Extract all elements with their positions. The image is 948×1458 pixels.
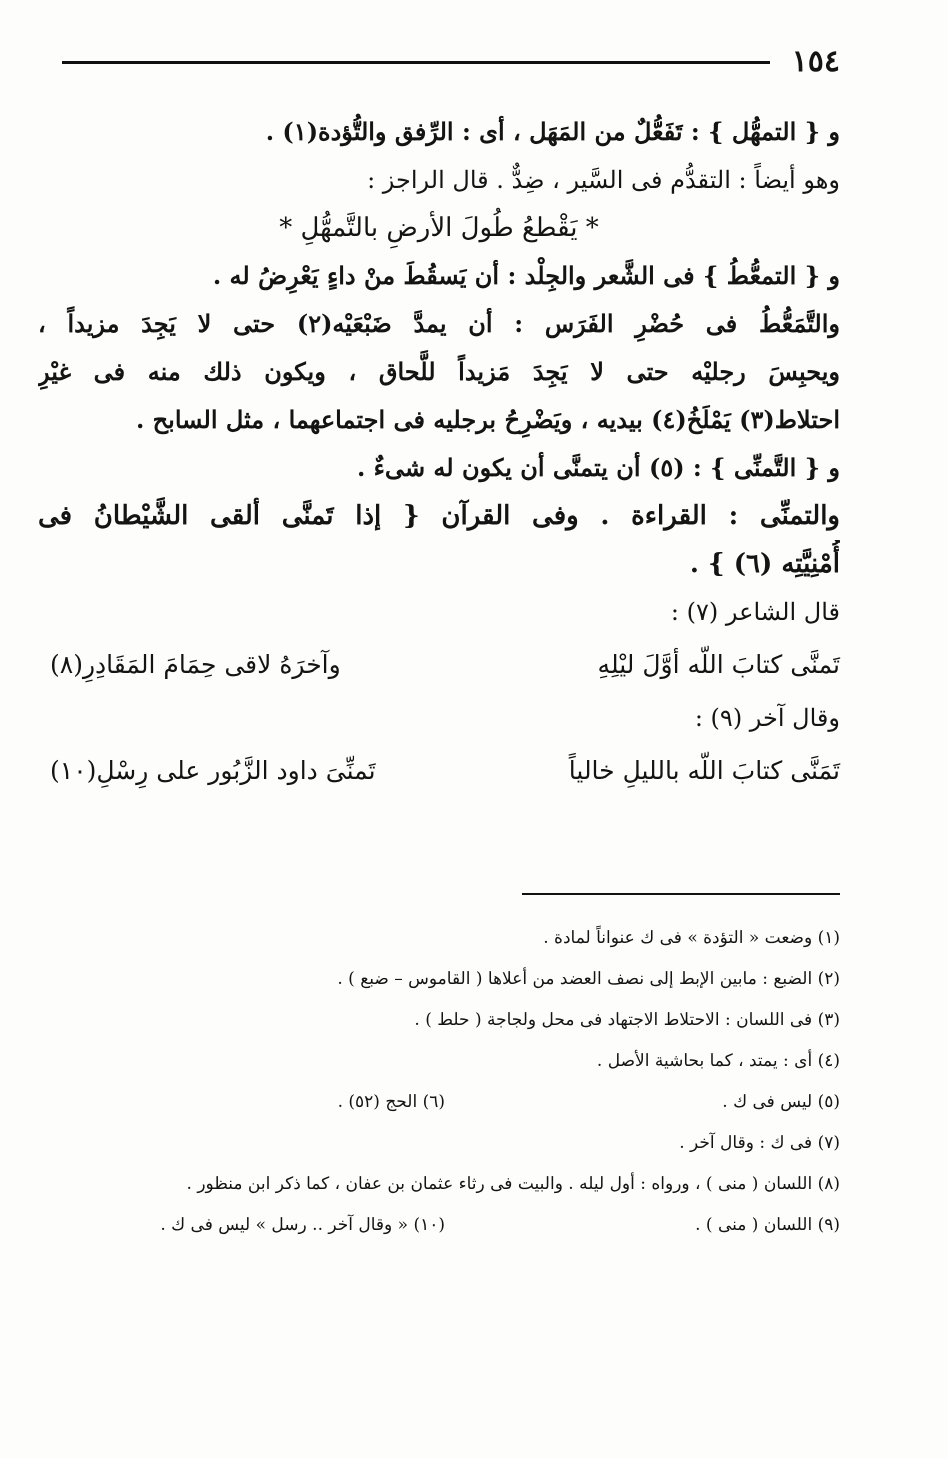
footnote-7: (٧) فى ك : وقال آخر . [679,1133,840,1153]
entry-tamahhul: و { التمهُّل } : تَفَعُّلٌ من المَهَل ، أى : الرِّفق والتُّؤدة(١) . [265,117,840,146]
quran-quote-end: أُمْنِيَّتِه (٦) } . [689,549,840,579]
footnote-row-9-10 [50,1205,840,1246]
footnote-4: (٤) أى : يمتد ، كما بحاشية الأصل . [596,1051,840,1071]
footnote-row-5-6 [50,1082,840,1123]
footnote-10: (١٠) « وقال آخر .. رسل » ليس فى ك . [160,1215,445,1235]
footnote-2: (٢) الضبع : مابين الإبط إلى نصف العضد من أعلاها ( القاموس – ضبع ) . [337,969,840,989]
entry-tamanni: و { التَّمنِّى } : (٥) أن يتمنَّى أن يكون له شىءٌ . [356,453,840,482]
text-line: احتلاط(٣) يَمْلَخُ(٤) بيديه ، ويَضْرِحُ برجليه فى اجتماعهما ، مثل السابح . [135,405,840,434]
text-line: وهو أيضاً : التقدُّم فى السَّير ، ضِدٌّ . قال الراجز : [367,166,840,194]
rajaz-verse: * يَقْطعُ طُولَ الأرضِ بالتَّمهُّلِ * [279,213,599,243]
quran-quote-line: والتمنِّى : القراءة . وفى القرآن { إذا تَمنَّى ألقى الشَّيْطانُ فى [38,501,840,531]
page-header [62,42,840,82]
verse-2 [38,742,840,800]
text-line: ويحبِسَ رجليْه حتى لا يَجِدَ مَزيداً للَّحاق ، ويكون ذلك منه فى غيْرِ [38,357,840,386]
verse-1-second-hemistich: وآخرَهُ لاقى حِمَامَ المَقَادِرِ(٨) [50,650,341,679]
verse-1 [38,636,840,694]
page-number: ١٥٤ [791,44,840,79]
verse-2-second-hemistich: تَمنِّىَ داود الزَّبُور على رِسْلِ(١٠) [50,756,376,785]
verse-2-first-hemistich: تَمَنَّى كتابَ اللّه بالليلِ خالياً [568,756,840,785]
text-line: والتَّمَعُّطُ فى حُضْرِ الفَرَس : أن يمدَّ ضَبْعَيْه(٢) حتى لا يَجِدَ مزيداً ، [38,309,840,338]
footnote-3: (٣) فى اللسان : الاحتلاط الاجتهاد فى محل ولجاجة ( حلط ) . [414,1010,840,1030]
entry-tama-ut: و { التمعُّطُ } فى الشَّعر والجِلْد : أن يَسقُطَ منْ داءٍ يَعْرِضُ له . [212,261,840,290]
verse-1-first-hemistich: تَمنَّى كتابَ اللّه أوَّلَ ليْلِهِ [597,650,840,679]
footnote-1: (١) وضعت « التؤدة » فى ك عنواناً لمادة . [543,928,840,948]
footnote-rule [522,893,840,895]
main-text [38,108,840,800]
poet-intro: قال الشاعر (٧) : [670,598,840,626]
footnotes [50,918,840,1246]
footnote-9: (٩) اللسان ( منى ) . [695,1215,840,1235]
footnote-8: (٨) اللسان ( منى ) ، ورواه : أول ليله . والبيت فى رثاء عثمان بن عفان ، كما ذكر ابن منظور . [186,1174,840,1194]
footnote-6: (٦) الحج (٥٢) . [337,1092,445,1112]
poet-intro-2: وقال آخر (٩) : [694,704,840,732]
header-rule [62,61,770,64]
footnote-5: (٥) ليس فى ك . [722,1092,840,1112]
